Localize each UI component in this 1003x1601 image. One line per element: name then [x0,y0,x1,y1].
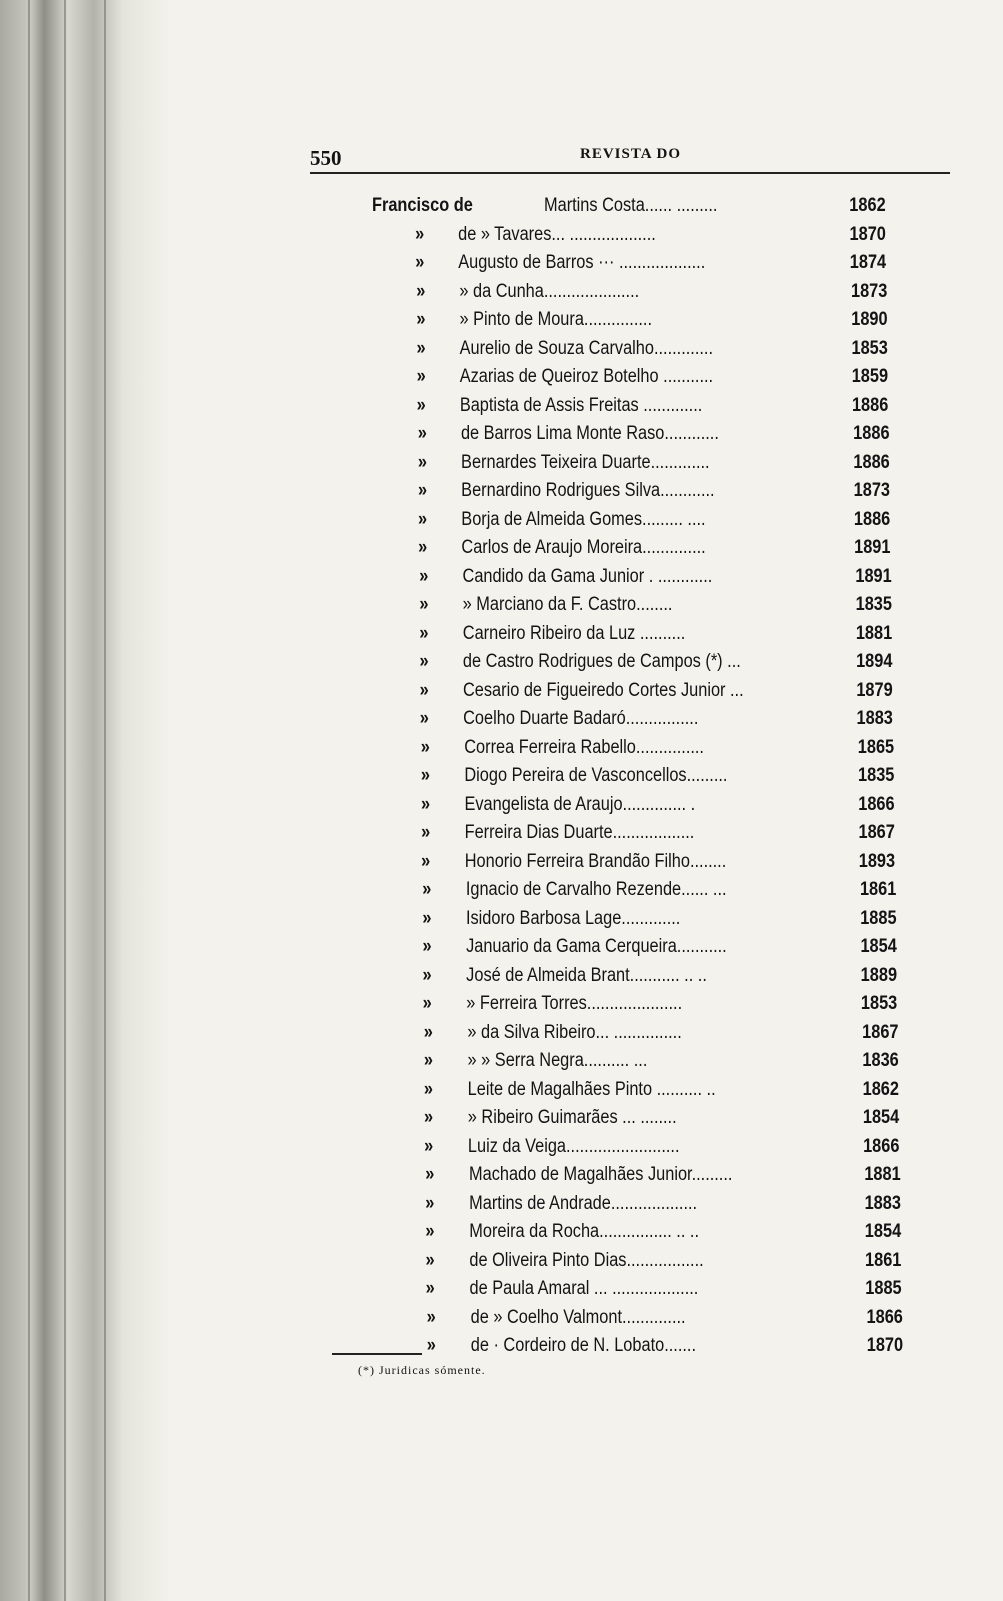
surname-text: Januario da Gama Cerqueira........... [466,936,727,957]
surname-text: de » Tavares... ................... [458,223,656,245]
book-spine-shadow [0,0,170,1601]
year: 1894 [856,651,893,672]
year: 1866 [858,793,895,815]
ditto-mark: » [418,565,428,587]
ditto-mark: » [424,1135,434,1157]
year: 1885 [860,907,897,929]
year: 1873 [853,480,890,501]
ditto-mark: » [416,337,426,359]
surname-text: » da Silva Ribeiro... ............... [467,1021,682,1043]
surname-text: Honorio Ferreira Brandão Filho........ [465,850,727,872]
surname-text: Bernardino Rodrigues Silva............ [461,480,715,501]
surname-text: Aurelio de Souza Carvalho............. [459,337,713,359]
entry-row [379,1275,902,1303]
ditto-mark: » [415,252,425,273]
year: 1861 [859,879,896,900]
surname-text: Azarias de Queiroz Botelho ........... [459,366,714,387]
ditto-mark: » [416,366,426,387]
year: 1835 [857,765,895,786]
year: 1870 [849,223,887,245]
ditto-mark: » [419,622,429,644]
year: 1891 [854,537,891,558]
entry-row [377,990,898,1018]
year: 1835 [855,594,892,615]
ditto-mark: » [421,850,431,872]
entry-row [372,192,888,220]
entry-row [373,278,889,306]
entry-row [378,1133,900,1161]
ditto-mark: » [417,423,427,444]
ditto-mark: » [417,394,427,416]
entry-row [379,1161,901,1189]
surname-text: Ignacio de Carvalho Rezende...... ... [465,879,727,900]
surname-text: » Pinto de Moura............... [459,309,652,330]
surname-text: Diogo Pereira de Vasconcellos......... [464,765,728,786]
year: 1873 [850,280,887,302]
surname-text: Isidoro Barbosa Lage............. [465,907,681,929]
entry-row [380,1332,903,1360]
surname-text: Cesario de Figueiredo Cortes Junior ... [463,679,744,701]
page-number: 550 [310,146,342,170]
year: 1870 [866,1335,903,1356]
surname-text: José de Almeida Brant........... .. .. [466,964,708,986]
page-header [310,140,950,172]
entry-row [380,1304,903,1332]
surname-text: de » Coelho Valmont.............. [470,1306,686,1328]
surname-text: de Oliveira Pinto Dias................. [469,1249,704,1271]
surname-text: de Paula Amaral ... ................... [469,1278,699,1299]
entry-row [375,591,891,619]
ditto-mark: » [423,1021,433,1043]
ditto-mark: » [422,964,432,986]
surname-text: de Barros Lima Monte Raso............ [460,423,719,444]
header-rule [310,172,950,174]
year: 1883 [856,708,894,729]
entry-row [374,534,890,562]
year: 1866 [866,1306,903,1328]
ditto-mark: » [421,879,431,900]
entry-row [375,648,891,676]
surname-text: de Castro Rodrigues de Campos (*) ... [462,651,741,672]
surname-text: Bernardes Teixeira Duarte............. [460,451,710,473]
entry-row [376,791,895,819]
year: 1853 [861,993,898,1014]
ditto-mark: » [420,708,430,729]
surname-text: » Ribeiro Guimarães ... ........ [467,1107,677,1128]
surname-text: Coelho Duarte Badaró................ [463,708,699,729]
surname-text: Luiz da Veiga......................... [468,1135,680,1157]
surname-text: » Ferreira Torres..................... [466,993,683,1014]
ditto-mark: » [420,765,430,786]
entry-row [378,1104,900,1132]
entry-row [379,1247,902,1275]
year: 1854 [863,1107,900,1128]
ditto-mark: » [421,822,431,843]
year: 1883 [864,1192,901,1214]
ditto-mark: » [418,508,428,530]
given-name: Francisco de [372,195,473,216]
year: 1867 [861,1021,899,1043]
year: 1854 [864,1221,902,1242]
year: 1881 [855,622,893,644]
year: 1891 [854,565,892,587]
ditto-mark: » [415,280,425,302]
year: 1859 [851,366,889,387]
entry-row [372,221,888,249]
year: 1893 [859,850,896,872]
ditto-mark: » [423,1078,433,1100]
spine-line [104,0,106,1601]
entry-row [379,1190,901,1218]
surname-text: Evangelista de Araujo.............. . [464,793,696,815]
entry-row [376,762,895,790]
year: 1886 [852,423,890,444]
surname-text: Augusto de Barros ··· ................... [458,252,706,273]
entry-row [376,848,896,876]
entry-row [378,1047,899,1075]
surname-text: Correa Ferreira Rabello............... [463,736,704,758]
year: 1867 [858,822,896,843]
spine-line [64,0,66,1601]
entry-row [373,306,889,334]
running-head: REVISTA DO [580,146,681,162]
ditto-mark: » [426,1306,436,1328]
ditto-mark: » [423,1050,433,1071]
entry-row [375,705,894,733]
surname-text: Ferreira Dias Duarte.................. [464,822,695,843]
entry-row [373,392,889,420]
year: 1853 [851,337,888,359]
year: 1890 [851,309,888,330]
ditto-mark: » [419,651,429,672]
surname-text: Borja de Almeida Gomes......... .... [461,508,706,530]
surname-text: Martins de Andrade................... [468,1192,697,1214]
ditto-mark: » [425,1192,435,1214]
year: 1836 [862,1050,899,1071]
surname-text: Carlos de Araujo Moreira.............. [461,537,707,558]
ditto-mark: » [417,480,427,501]
ditto-mark: » [419,594,429,615]
entry-row [376,819,896,847]
surname-text: Machado de Magalhães Junior......... [468,1164,732,1185]
entry-row [379,1218,902,1246]
surname-text: Moreira da Rocha................ .. .. [469,1221,699,1242]
ditto-mark: » [425,1221,435,1242]
ditto-mark: » [416,309,426,330]
ditto-mark: » [417,451,427,473]
ditto-mark: » [422,907,432,929]
ditto-mark: » [426,1335,436,1356]
surname-text: » Marciano da F. Castro........ [462,594,673,615]
entry-row [378,1076,899,1104]
entry-row [375,677,891,705]
ditto-mark: » [420,736,430,758]
spine-line [28,0,30,1601]
year: 1874 [850,252,887,273]
ditto-mark: » [421,793,431,815]
year: 1886 [853,451,890,473]
entry-row [373,335,889,363]
ditto-mark: » [415,223,425,245]
year: 1886 [854,508,891,530]
entry-row [375,620,891,648]
ditto-mark: » [419,679,429,701]
entry-row [377,905,897,933]
ditto-mark: » [418,537,428,558]
year: 1866 [863,1135,900,1157]
entry-row [374,420,890,448]
year: 1886 [852,394,889,416]
entry-row [372,249,888,277]
entry-row [377,962,898,990]
surname-text: Martins Costa...... ......... [544,195,718,216]
ditto-mark: » [425,1249,435,1271]
year: 1889 [860,964,898,986]
surname-text: Carneiro Ribeiro da Luz .......... [462,622,686,644]
entry-row [375,563,891,591]
entry-row [377,933,897,961]
surname-text: Candido da Gama Junior . ............ [462,565,712,587]
surname-text: » da Cunha..................... [458,280,639,302]
year: 1862 [862,1078,899,1100]
ditto-mark: » [424,1164,434,1185]
ditto-mark: » [423,993,433,1014]
footnote-rule [332,1353,422,1355]
ditto-mark: » [424,1107,434,1128]
surname-text: » » Serra Negra.......... ... [467,1050,648,1071]
year: 1862 [849,195,886,216]
year: 1865 [857,736,894,758]
entry-row [377,876,896,904]
ditto-mark: » [422,936,432,957]
entry-row [378,1019,899,1047]
surname-text: Baptista de Assis Freitas ............. [460,394,703,416]
year: 1879 [856,679,893,701]
ditto-mark: » [425,1278,435,1299]
entry-row [374,477,890,505]
surname-text: Leite de Magalhães Pinto .......... .. [467,1078,716,1100]
year: 1881 [863,1164,901,1185]
year: 1885 [865,1278,902,1299]
year: 1854 [860,936,897,957]
footnote: (*) Juridicas sómente. [358,1363,486,1377]
entry-row [374,449,890,477]
entry-row [374,506,890,534]
entry-row [373,363,889,391]
surname-text: de · Cordeiro de N. Lobato....... [470,1335,696,1356]
entry-row [376,734,892,762]
year: 1861 [865,1249,902,1271]
